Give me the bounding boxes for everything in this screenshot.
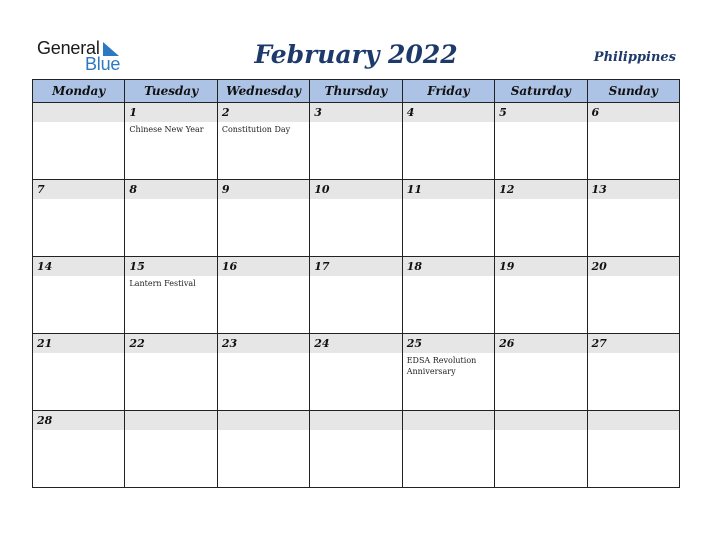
holiday-event	[33, 122, 124, 124]
day-number: 24	[310, 334, 401, 353]
day-number	[588, 411, 679, 430]
holiday-event	[33, 353, 124, 355]
weekday-thursday: Thursday	[310, 80, 402, 103]
holiday-event	[588, 122, 679, 124]
holiday-event	[495, 353, 586, 355]
day-cell	[402, 334, 494, 411]
holiday-event: Lantern Festival	[129, 279, 196, 288]
holiday-event: EDSA Revolution Anniversary	[406, 356, 477, 376]
holiday-event	[495, 276, 586, 278]
day-number: 19	[495, 257, 586, 276]
holiday-event: Constitution Day	[221, 125, 291, 134]
country-label: Philippines	[593, 50, 676, 65]
day-cell	[587, 411, 679, 488]
day-number: 6	[588, 103, 679, 122]
day-cell	[33, 180, 125, 257]
holiday-event	[33, 199, 124, 201]
day-number: 28	[33, 411, 124, 430]
day-number: 14	[33, 257, 124, 276]
day-cell	[217, 411, 309, 488]
day-number: 2	[218, 103, 309, 122]
day-number	[125, 411, 216, 430]
day-number: 16	[218, 257, 309, 276]
holiday-event	[403, 276, 494, 278]
day-cell	[310, 334, 402, 411]
day-cell	[402, 257, 494, 334]
day-cell	[217, 180, 309, 257]
day-cell	[33, 257, 125, 334]
holiday-event	[310, 353, 401, 355]
holiday-event	[125, 353, 216, 355]
weekday-saturday: Saturday	[495, 80, 587, 103]
holiday-event	[310, 276, 401, 278]
calendar-title: February 2022	[254, 40, 458, 69]
day-cell	[217, 334, 309, 411]
day-number: 15	[125, 257, 216, 276]
day-cell	[495, 411, 587, 488]
day-number	[495, 411, 586, 430]
day-cell	[33, 103, 125, 180]
weekday-header-row	[33, 80, 680, 103]
day-cell	[495, 103, 587, 180]
holiday-event	[495, 199, 586, 201]
weekday-wednesday: Wednesday	[217, 80, 309, 103]
holiday-event	[403, 122, 494, 124]
day-cell	[125, 411, 217, 488]
day-cell	[217, 257, 309, 334]
day-number: 17	[310, 257, 401, 276]
day-number: 20	[588, 257, 679, 276]
day-cell	[125, 334, 217, 411]
holiday-event	[588, 353, 679, 355]
day-number: 22	[125, 334, 216, 353]
weekday-friday: Friday	[402, 80, 494, 103]
holiday-event	[218, 199, 309, 201]
logo-blue-text: Blue	[85, 54, 121, 74]
day-number: 3	[310, 103, 401, 122]
week-row	[33, 411, 680, 488]
day-number	[218, 411, 309, 430]
day-cell	[495, 334, 587, 411]
day-cell	[125, 257, 217, 334]
holiday-event	[125, 199, 216, 201]
calendar-grid	[32, 79, 680, 488]
day-cell	[310, 257, 402, 334]
day-number: 9	[218, 180, 309, 199]
day-cell	[587, 180, 679, 257]
holiday-event	[403, 199, 494, 201]
day-number: 21	[33, 334, 124, 353]
holiday-event	[125, 430, 216, 432]
holiday-event	[33, 430, 124, 432]
day-cell	[33, 334, 125, 411]
day-number: 4	[403, 103, 494, 122]
day-number: 5	[495, 103, 586, 122]
weekday-monday: Monday	[33, 80, 125, 103]
logo-general-text: General	[37, 38, 100, 58]
day-cell	[587, 103, 679, 180]
day-cell	[310, 411, 402, 488]
day-number: 13	[588, 180, 679, 199]
day-number: 18	[403, 257, 494, 276]
holiday-event	[218, 276, 309, 278]
week-row	[33, 334, 680, 411]
week-row	[33, 180, 680, 257]
day-cell	[495, 180, 587, 257]
holiday-event: Chinese New Year	[129, 125, 204, 134]
day-cell	[402, 411, 494, 488]
day-cell	[125, 103, 217, 180]
day-cell	[33, 411, 125, 488]
holiday-event	[218, 430, 309, 432]
week-row	[33, 103, 680, 180]
holiday-event	[403, 430, 494, 432]
weekday-tuesday: Tuesday	[125, 80, 217, 103]
holiday-event	[310, 199, 401, 201]
day-number: 26	[495, 334, 586, 353]
day-cell	[125, 180, 217, 257]
day-number: 10	[310, 180, 401, 199]
day-cell	[310, 180, 402, 257]
day-cell	[402, 180, 494, 257]
holiday-event	[588, 430, 679, 432]
holiday-event	[218, 353, 309, 355]
day-cell	[587, 257, 679, 334]
day-number: 11	[403, 180, 494, 199]
holiday-event	[310, 430, 401, 432]
day-cell	[217, 103, 309, 180]
day-number: 25	[403, 334, 494, 353]
holiday-event	[588, 199, 679, 201]
day-number	[33, 103, 124, 122]
day-number: 7	[33, 180, 124, 199]
holiday-event	[495, 430, 586, 432]
day-number: 23	[218, 334, 309, 353]
holiday-event	[33, 276, 124, 278]
holiday-event	[310, 122, 401, 124]
day-number: 1	[125, 103, 216, 122]
weekday-sunday: Sunday	[587, 80, 679, 103]
day-cell	[587, 334, 679, 411]
day-number	[403, 411, 494, 430]
day-cell	[310, 103, 402, 180]
day-number: 27	[588, 334, 679, 353]
day-number: 12	[495, 180, 586, 199]
holiday-event	[495, 122, 586, 124]
day-number: 8	[125, 180, 216, 199]
day-cell	[402, 103, 494, 180]
week-row	[33, 257, 680, 334]
holiday-event	[588, 276, 679, 278]
day-cell	[495, 257, 587, 334]
day-number	[310, 411, 401, 430]
